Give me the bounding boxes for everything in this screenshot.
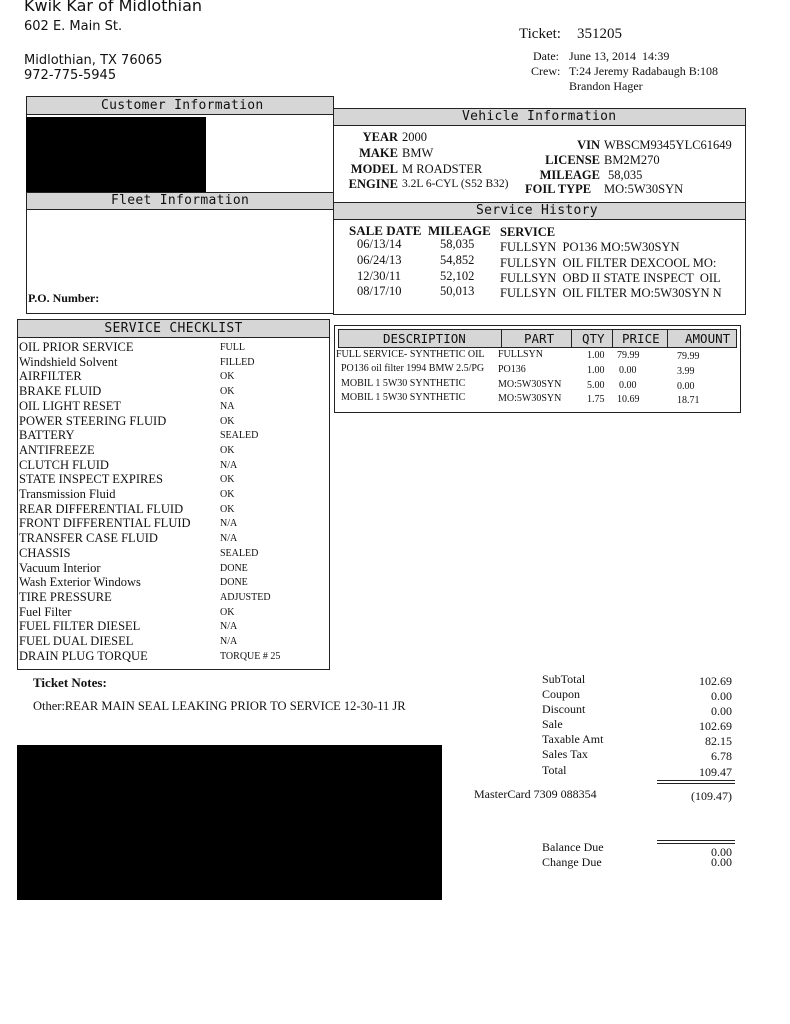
checklist-row: TRANSFER CASE FLUID N/A [19,531,238,546]
checklist-row: POWER STEERING FLUID OK [19,413,235,428]
store-street: 602 E. Main St. [24,19,123,34]
checklist-row: TIRE PRESSURE ADJUSTED [19,589,271,604]
crew-line-1: T:24 Jeremy Radabaugh B:108 [569,64,719,78]
item-price: 0.00 [619,380,637,391]
sh-row-service: FULLSYN PO136 MO:5W30SYN [500,240,680,254]
item-description: FULL SERVICE- SYNTHETIC OIL [336,349,485,360]
sh-row-date: 08/17/10 [357,284,402,298]
ticket-notes-other: Other:REAR MAIN SEAL LEAKING PRIOR TO SERVICE 12-30-11 JR [33,699,406,713]
checklist-row: Windshield Solvent FILLED [19,354,255,369]
sh-row-date: 06/24/13 [357,253,402,267]
discount-value: 0.00 [711,704,732,718]
coupon-label: Coupon [542,687,581,701]
vehicle-info-header: Vehicle Information [333,108,746,126]
item-amount: 18.71 [677,395,700,406]
store-phone: 972-775-5945 [24,68,117,83]
col-amount: AMOUNT [685,331,731,346]
mileage-value: 58,035 [608,168,643,182]
item-price: 10.69 [617,394,640,405]
item-amount: 79.99 [677,351,700,362]
service-checklist [17,319,330,670]
item-description: MOBIL 1 5W30 SYNTHETIC [341,392,466,403]
taxable-value: 82.15 [705,734,732,748]
customer-info-header: Customer Information [26,96,334,115]
balance-double-rule [657,840,735,844]
make-value: BMW [402,146,434,160]
sales-tax-value: 6.78 [711,749,732,763]
sh-row-mileage: 50,013 [440,284,475,298]
col-divider [571,330,572,347]
col-divider [501,330,502,347]
sh-row-date: 06/13/14 [357,237,402,251]
col-price: PRICE [622,331,660,346]
model-label: MODEL [350,162,398,176]
sh-col-service: SERVICE [500,225,556,239]
balance-due-value: 0.00 [711,845,732,859]
change-due-value: 0.00 [711,855,732,869]
po-number-label: P.O. Number: [28,291,100,305]
item-qty: 1.75 [587,394,605,405]
item-part: MO:5W30SYN [498,379,562,390]
checklist-row: CLUTCH FLUID N/A [19,457,238,472]
license-value: BM2M270 [604,153,660,167]
sh-row-mileage: 54,852 [440,253,475,267]
sh-row-service: FULLSYN OIL FILTER MO:5W30SYN N [500,286,722,300]
item-part: MO:5W30SYN [498,393,562,404]
col-divider [612,330,613,347]
checklist-row: FUEL DUAL DIESEL N/A [19,634,238,648]
sale-value: 102.69 [699,719,732,733]
license-label: LICENSE [545,153,600,167]
checklist-row: REAR DIFFERENTIAL FLUID OK [19,501,235,516]
checklist-row: CHASSIS SEALED [19,545,259,560]
change-due-label: Change Due [542,855,602,869]
sh-row-date: 12/30/11 [357,269,401,283]
item-amount: 3.99 [677,366,695,377]
ticket-label: Ticket: [519,26,561,42]
checklist-row: OIL LIGHT RESET NA [19,398,235,413]
col-part: PART [524,331,555,346]
service-history-header: Service History [333,202,746,220]
redacted-block [17,745,442,900]
sale-label: Sale [542,717,563,731]
sh-row-mileage: 58,035 [440,237,475,251]
taxable-label: Taxable Amt [542,732,604,746]
item-description: PO136 oil filter 1994 BMW 2.5/PG [341,363,485,374]
store-city: Midlothian, TX 76065 [24,53,163,68]
checklist-row: FUEL FILTER DIESEL N/A [19,619,238,634]
foil-type-value: MO:5W30SYN [604,182,684,196]
checklist-row: ANTIFREEZE OK [19,442,235,457]
sh-col-date: SALE DATE [349,223,422,238]
total-label: Total [542,763,567,777]
item-qty: 1.00 [587,365,605,376]
ticket-date: June 13, 2014 14:39 [569,49,670,63]
checklist-row: DRAIN PLUG TORQUE TORQUE # 25 [19,648,281,663]
item-qty: 5.00 [587,380,605,391]
store-name: Kwik Kar of Midlothian [24,0,203,15]
item-description: MOBIL 1 5W30 SYNTHETIC [341,378,466,389]
sh-row-mileage: 52,102 [440,269,475,283]
items-header-row [338,329,737,348]
checklist-row: FRONT DIFFERENTIAL FLUID N/A [19,516,238,531]
engine-label: ENGINE [348,177,398,191]
sales-tax-label: Sales Tax [542,747,588,761]
checklist-row: Wash Exterior Windows DONE [19,575,248,590]
checklist-row: BRAKE FLUID OK [19,384,235,399]
coupon-value: 0.00 [711,689,732,703]
checklist-row: Vacuum Interior DONE [19,560,248,575]
date-label: Date: [533,49,559,63]
fleet-info-header: Fleet Information [26,192,334,210]
balance-due-label: Balance Due [542,840,604,854]
crew-line-2: Brandon Hager [569,79,643,93]
year-label: YEAR [362,130,398,144]
total-value: 109.47 [699,765,732,779]
checklist-row: BATTERY SEALED [19,428,259,443]
vin-value: WBSCM9345YLC61649 [604,138,732,152]
engine-value: 3.2L 6-CYL (S52 B32) [402,178,509,190]
checklist-row: STATE INSPECT EXPIRES OK [19,472,235,487]
sh-row-service: FULLSYN OBD II STATE INSPECT OIL [500,271,721,285]
discount-label: Discount [542,702,586,716]
mileage-label: MILEAGE [539,168,600,182]
item-part: PO136 [498,364,526,375]
sh-row-service: FULLSYN OIL FILTER DEXCOOL MO: [500,256,717,270]
checklist-header: SERVICE CHECKLIST [17,319,330,338]
item-part: FULLSYN [498,349,544,360]
service-history-panel [333,219,744,311]
crew-label: Crew: [531,64,561,78]
col-divider [667,330,668,347]
foil-type-label: FOIL TYPE [525,182,592,196]
item-amount: 0.00 [677,381,695,392]
ticket-number: 351205 [577,26,622,42]
subtotal-label: SubTotal [542,672,586,686]
item-price: 0.00 [619,365,637,376]
make-label: MAKE [359,146,398,160]
col-qty: QTY [582,331,605,346]
total-double-rule [657,780,735,784]
checklist-row: Fuel Filter OK [19,604,235,619]
col-description: DESCRIPTION [383,331,466,346]
item-qty: 1.00 [587,350,605,361]
checklist-row: Transmission Fluid OK [19,487,235,501]
checklist-row: AIRFILTER OK [19,369,235,384]
vin-label: VIN [577,138,600,152]
items-table [334,325,741,413]
checklist-row: OIL PRIOR SERVICE FULL [19,340,245,354]
payment-label: MasterCard 7309 088354 [474,787,597,801]
ticket-notes-title: Ticket Notes: [33,675,107,690]
redacted-customer [26,117,206,193]
subtotal-value: 102.69 [699,674,732,688]
model-value: M ROADSTER [402,162,483,176]
payment-value: (109.47) [691,789,732,803]
sh-col-mileage: MILEAGE [428,223,491,238]
year-value: 2000 [402,130,427,144]
item-price: 79.99 [617,350,640,361]
